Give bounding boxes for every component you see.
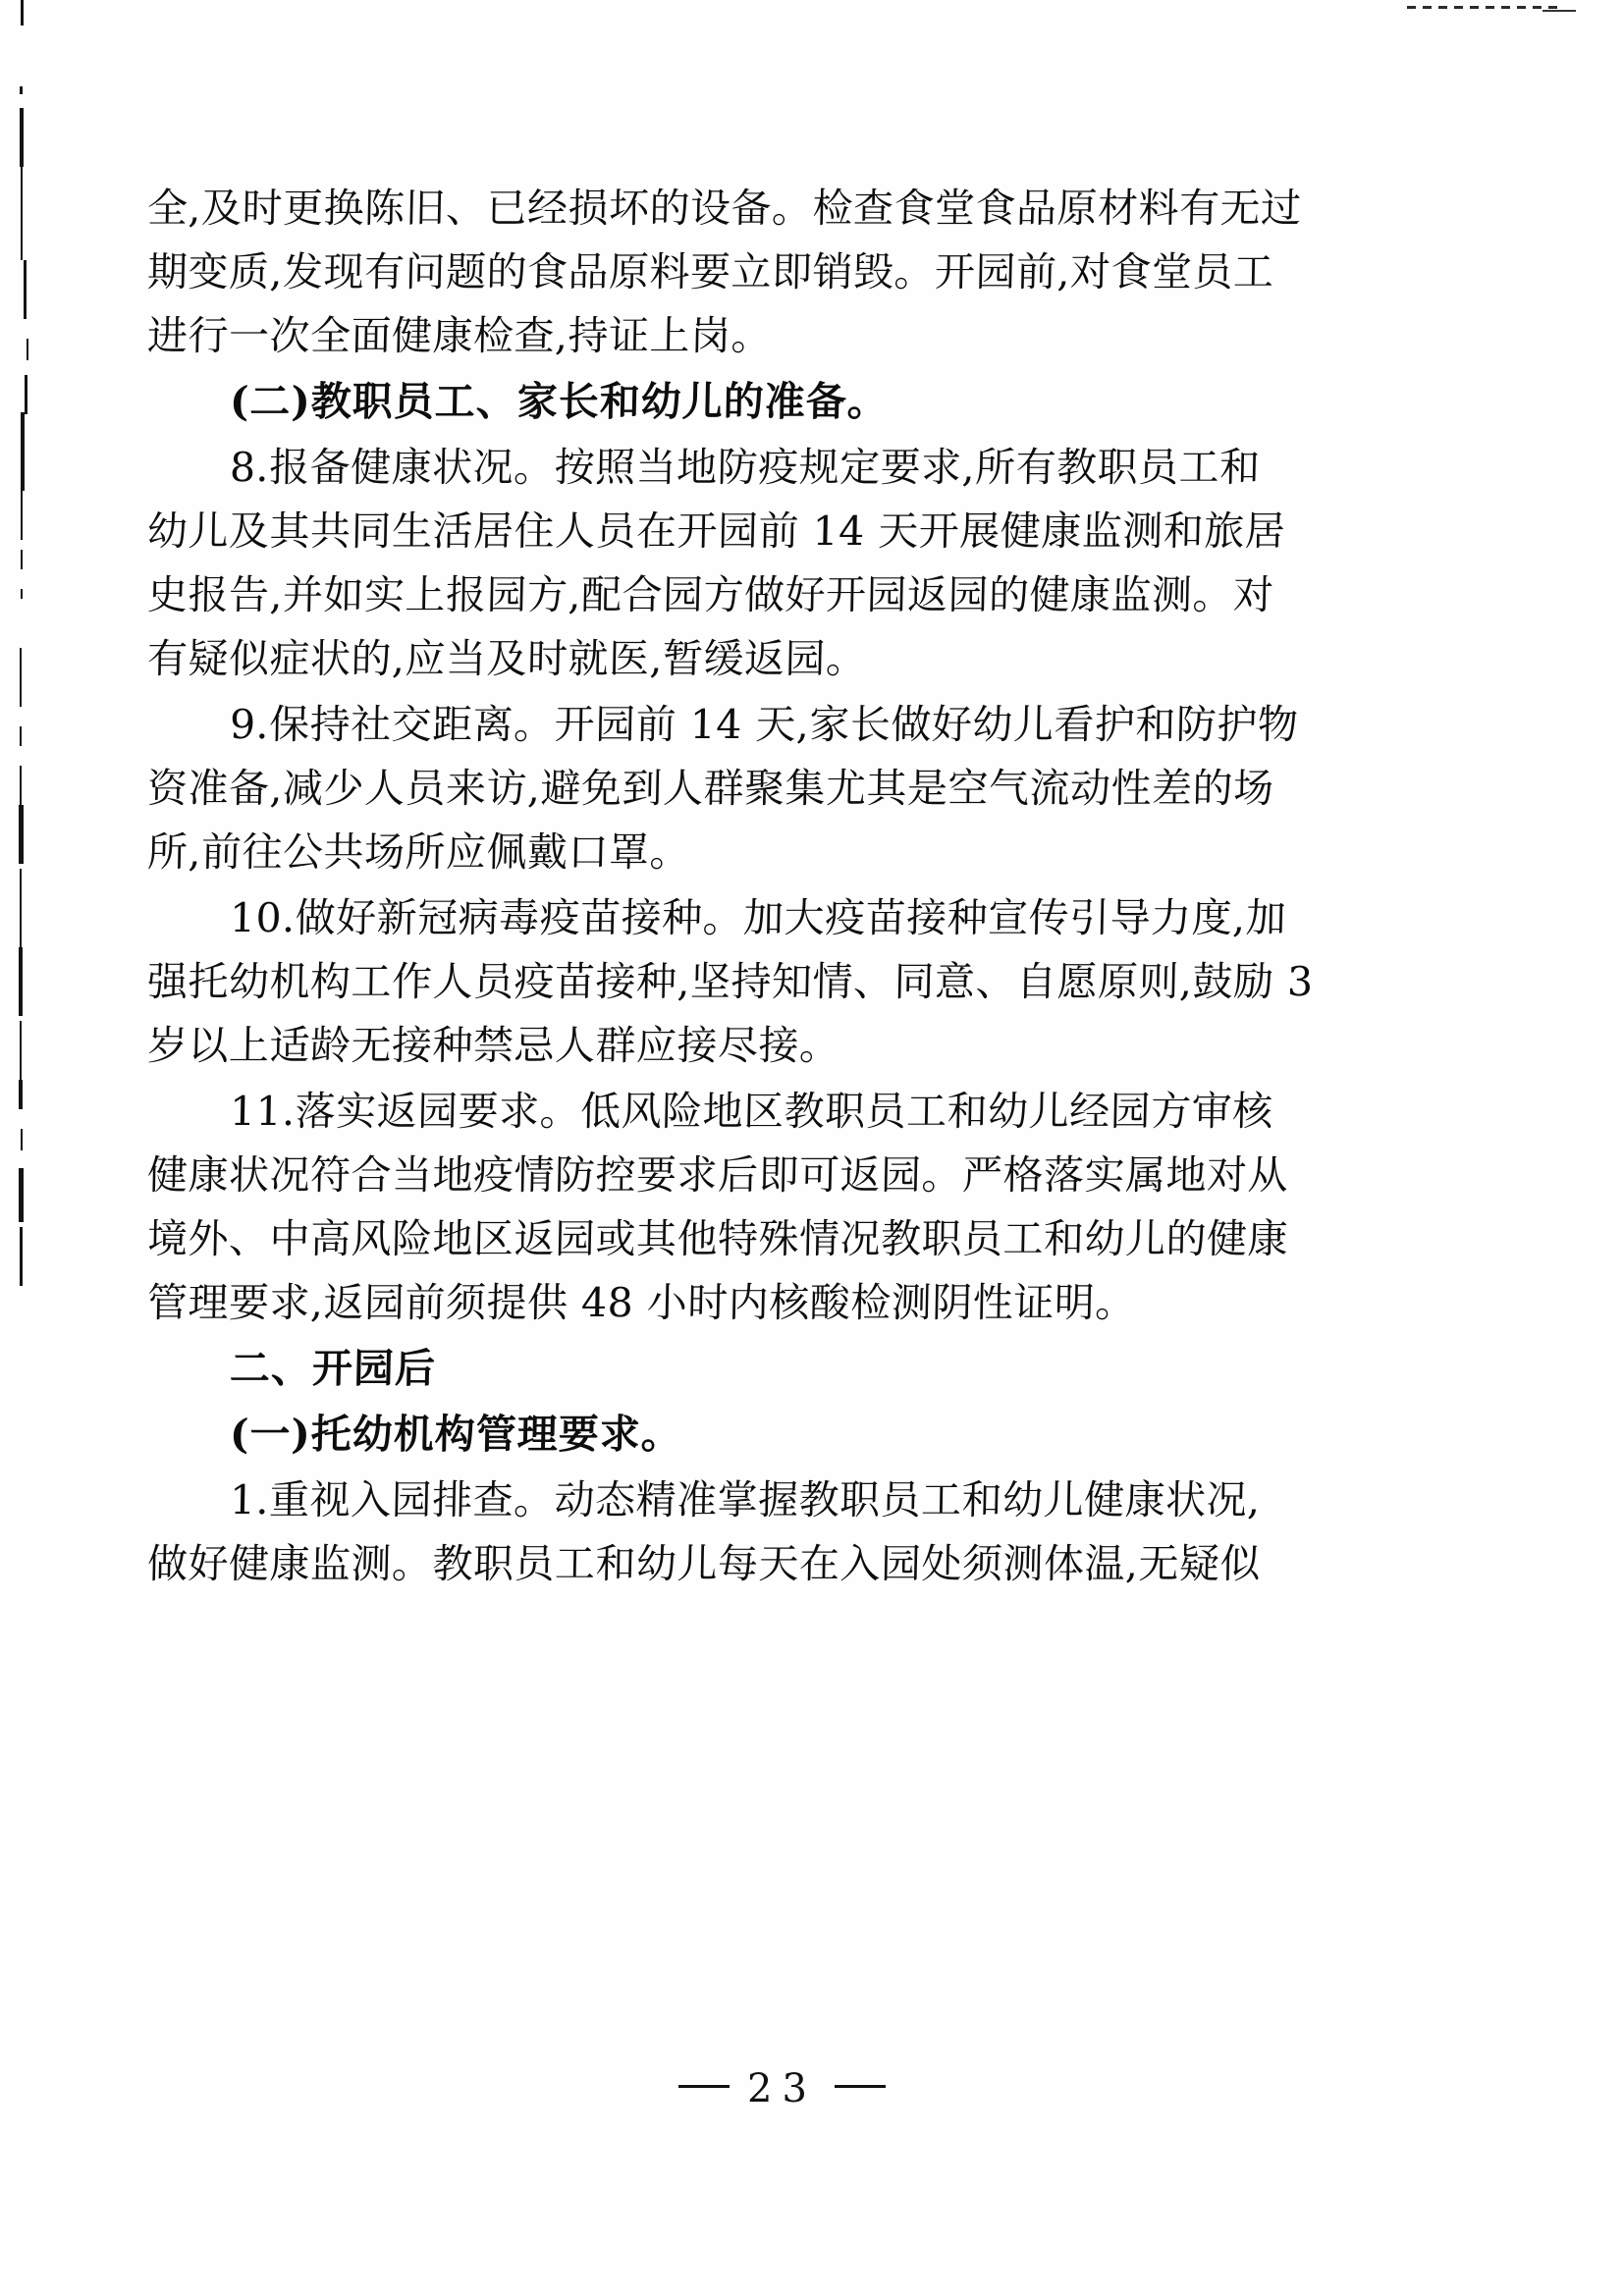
page-number-left-dash <box>678 2085 730 2088</box>
text-line: 进行一次全面健康检查,持证上岗。 <box>146 312 773 359</box>
text-line: 境外、中高风险地区返园或其他特殊情况教职员工和幼儿的健康 <box>146 1215 1289 1262</box>
text-line: 11.落实返园要求。低风险地区教职员工和幼儿经园方审核 <box>229 1088 1274 1135</box>
scan-top-edge-artifact <box>1407 6 1564 9</box>
text-line: 全,及时更换陈旧、已经损坏的设备。检查食堂食品原材料有无过 <box>146 185 1303 232</box>
text-line: 所,前往公共场所应佩戴口罩。 <box>146 828 691 876</box>
text-line: (一)托幼机构管理要求。 <box>229 1411 683 1458</box>
text-line: 史报告,并如实上报园方,配合园方做好开园返园的健康监测。对 <box>146 571 1275 618</box>
text-line: 8.报备健康状况。按照当地防疫规定要求,所有教职员工和 <box>229 444 1262 491</box>
text-line: (二)教职员工、家长和幼儿的准备。 <box>229 378 890 425</box>
text-line: 做好健康监测。教职员工和幼儿每天在入园处须测体温,无疑似 <box>146 1540 1262 1587</box>
page-number-right-dash <box>835 2085 886 2088</box>
section-heading <box>147 370 1329 434</box>
scan-binding-edge <box>16 0 26 2296</box>
text-line: 管理要求,返园前须提供 48 小时内核酸检测阴性证明。 <box>146 1279 1137 1326</box>
text-line: 10.做好新冠病毒疫苗接种。加大疫苗接种宣传引导力度,加 <box>229 894 1287 941</box>
text-line: 二、开园后 <box>229 1345 437 1392</box>
text-line: 期变质,发现有问题的食品原料要立即销毁。开园前,对食堂员工 <box>146 248 1275 295</box>
text-line: 岁以上适龄无接种禁忌人群应接尽接。 <box>146 1022 841 1069</box>
body-paragraph <box>147 1468 1329 1596</box>
text-line: 强托幼机构工作人员疫苗接种,坚持知情、同意、自愿原则,鼓励 3 <box>146 958 1315 1005</box>
text-line: 资准备,减少人员来访,避免到人群聚集尤其是空气流动性差的场 <box>146 765 1275 812</box>
section-heading <box>147 1403 1329 1467</box>
page-number <box>0 2066 1623 2111</box>
text-line: 健康状况符合当地疫情防控要求后即可返园。严格落实属地对从 <box>146 1151 1289 1199</box>
body-paragraph <box>147 693 1329 884</box>
section-heading <box>147 1337 1329 1401</box>
body-paragraph <box>147 1080 1329 1335</box>
body-paragraph <box>147 436 1329 691</box>
document-body <box>147 177 1329 1598</box>
text-line: 幼儿及其共同生活居住人员在开园前 14 天开展健康监测和旅居 <box>146 507 1286 555</box>
body-paragraph <box>147 177 1329 368</box>
text-line: 1.重视入园排查。动态精准掌握教职员工和幼儿健康状况, <box>229 1476 1262 1523</box>
scan-top-edge-artifact-secondary <box>1542 10 1576 12</box>
page-number-value: 23 <box>747 2066 817 2111</box>
body-paragraph <box>147 886 1329 1078</box>
text-line: 有疑似症状的,应当及时就医,暂缓返园。 <box>146 635 868 682</box>
text-line: 9.保持社交距离。开园前 14 天,家长做好幼儿看护和防护物 <box>229 701 1299 748</box>
